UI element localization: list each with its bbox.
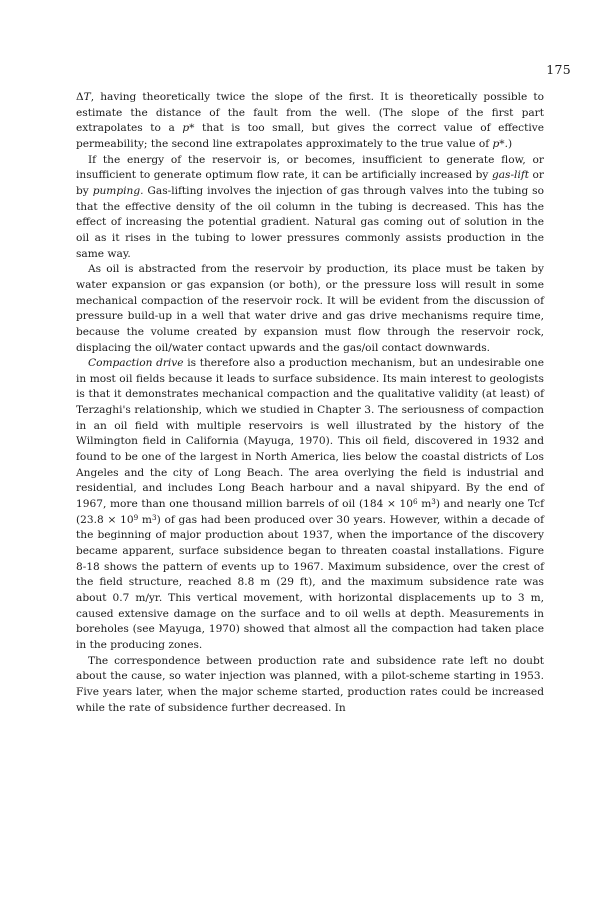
paragraph-1-text-c: .) [504, 137, 513, 150]
paragraph-2-text-c: Gas-lifting involves the injection of gas through valves into the tubing so that the effective density of the oil column in the tubing is decreased. This has the effect of increasing the potential gradient. Natural gas coming out of solution in the oil as it rises in the tubing to lower pressures commonly assists production in the same way. [76, 184, 544, 260]
paragraph-2 [76, 153, 544, 263]
term-compaction-drive: Compaction drive [88, 357, 184, 370]
paragraph-2-text-a: If the energy of the reservoir is, or becomes, insufficient to generate flow, or insufficient to generate optimum flow rate, it can be artificially increased by [76, 153, 544, 182]
paragraph-1-text-b: that is too small, but gives the correct value of effective permeability; the second line extrapolates approximately to the true value of [76, 122, 544, 150]
exponent: 9 [133, 512, 139, 522]
paragraph-4-text-a: is therefore also a production mechanism, but an undesirable one in most oil fields because it leads to surface subsidence. Its main interest to geologists is that it demonstrates mechanical compaction and the qualitative validity (at least) of Terzaghi's relationship, which we studied in Chapter 3. The seriousness of compaction in an oil field with multiple reservoirs is well illustrated by the history of the Wilmington field in California (Mayuga, 1970). This oil field, discovered in 1932 and found to be one of the largest in North America, lies below the coastal districts of Los Angeles and the city of Long Beach. The area overlying the field is industrial and residential, and includes Long Beach harbour and a naval shipyard. By the end of 1967, more than one thousand million barrels of oil (184 × 10 [76, 357, 545, 511]
variable-pstar: p* [182, 122, 195, 135]
paragraph-4 [76, 356, 544, 653]
exponent: 6 [413, 496, 418, 506]
paragraph-3: As oil is abstracted from the reservoir by production, its place must be taken by water expansion or gas expansion (or both), or the pressure loss will result in some mechanical compaction of the reservoir rock. It will be evident from the discussion of pressure build-up in a well that water drive and gas drive mechanisms require time, because the volume created by expansion must flow through the reservoir rock, displacing the oil/water contact upwards and the gas/oil contact downwards. [76, 263, 544, 354]
paragraph-2-text-b: or by [76, 169, 544, 197]
paragraph-5: The correspondence between production rate and subsidence rate left no doubt about the cause, so water injection was planned, with a pilot-scheme starting in 1953. Five years later, when the major scheme started, production rates could be increased while the rate of subsidence further decreased. In [76, 654, 544, 714]
variable-t: T [83, 91, 91, 103]
page-number: 175 [546, 62, 571, 77]
paragraph-1 [76, 90, 544, 153]
paragraph-4-text-d: m [138, 513, 152, 526]
body-text [76, 90, 544, 716]
exponent: 3 [151, 512, 157, 522]
delta-symbol: Δ [76, 91, 84, 103]
exponent: 3 [431, 496, 436, 506]
variable-pstar: p* [492, 137, 505, 150]
paragraph-4-text-c: ) and nearly one Tcf (23.8 × 10 [76, 498, 544, 526]
paragraph-4-text-e: ) of gas had been produced over 30 years. However, within a decade of the beginning of major production about 1937, when the importance of the discovery became apparent, surface subsidence began to threaten coastal installations. Figure 8-18 shows the pattern of events up to 1967. Maximum subsidence, over the crest of the field structure, reached 8.8 m (29 ft), and the maximum subsidence rate was about 0.7 m/yr. This vertical movement, with horizontal displacements up to 3 m, caused extensive damage on the surface and to oil wells at depth. Measurements in boreholes (see Mayuga, 1970) showed that almost all the compaction had taken place in the producing zones. [76, 513, 545, 651]
term-gas-lift: gas-lift [491, 169, 530, 182]
term-pumping: pumping. [92, 184, 144, 197]
paragraph-1-text-a: , having theoretically twice the slope of the first. It is theoretically possible to estimate the distance of the fault from the well. (The slope of the first part extrapolates to a [76, 91, 544, 135]
paragraph-4-text-b: m [417, 498, 432, 511]
